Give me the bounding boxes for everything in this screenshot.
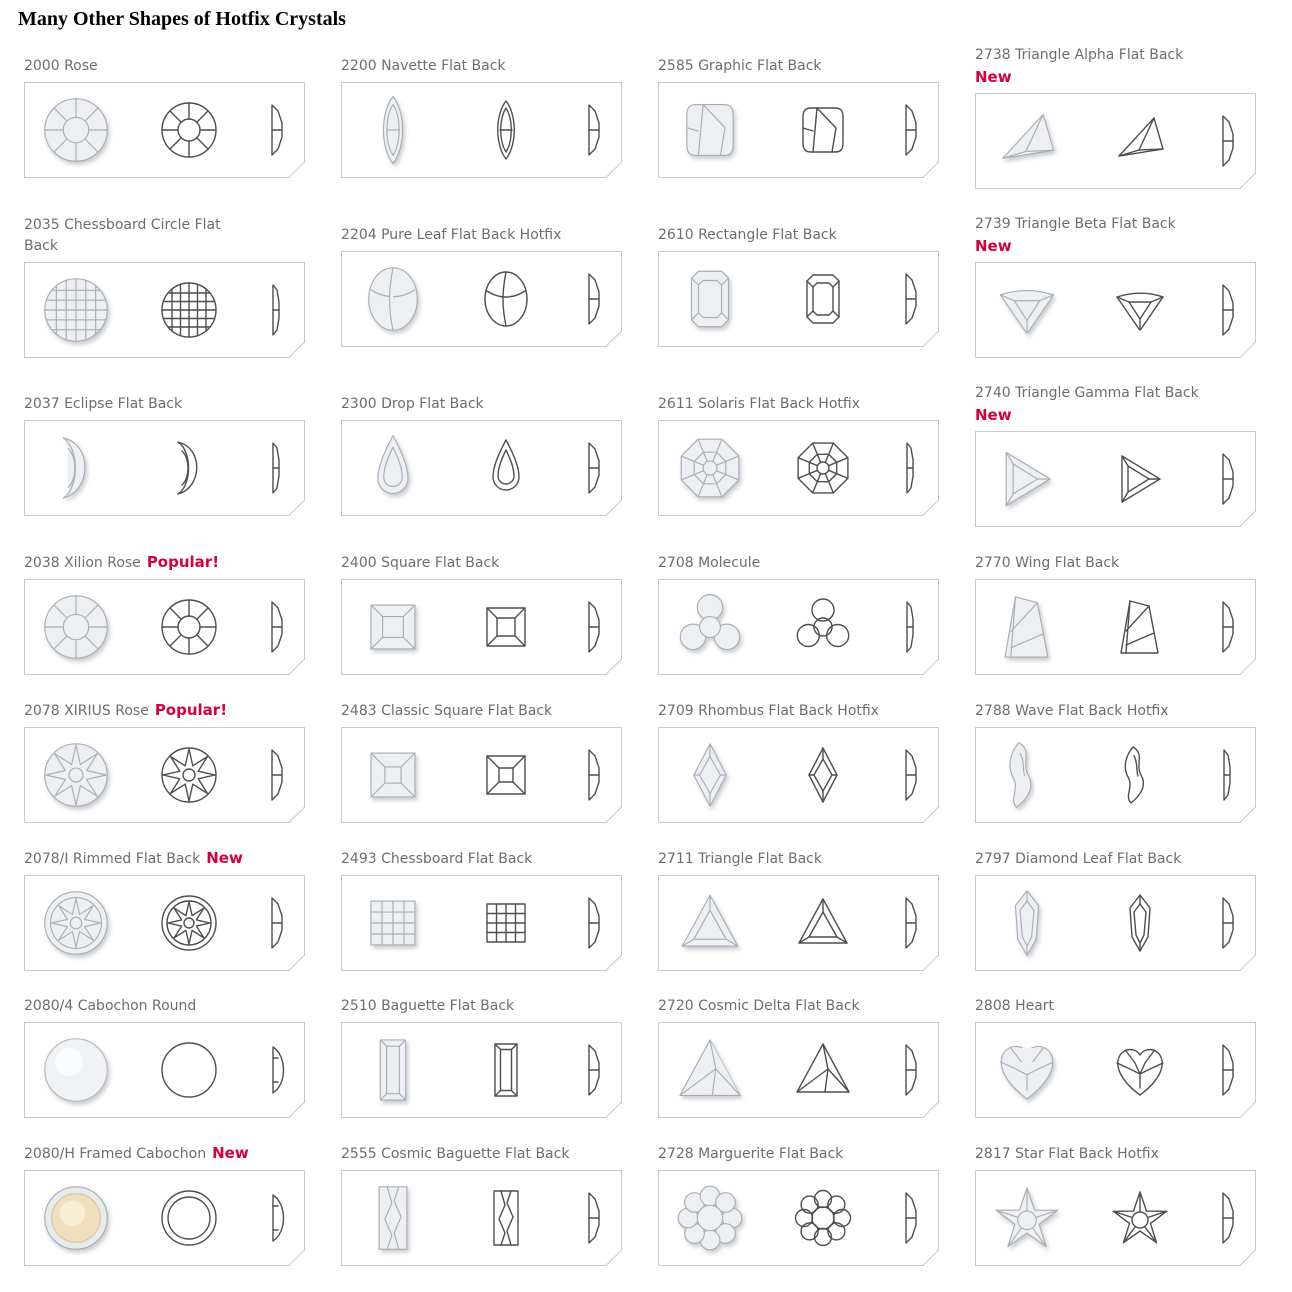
crystal-side-view-icon bbox=[1215, 595, 1241, 659]
crystal-photo-square-icon bbox=[356, 590, 430, 664]
crystal-label bbox=[341, 225, 594, 246]
crystal-images-box bbox=[658, 420, 939, 516]
crystal-images-box bbox=[24, 1022, 305, 1118]
crystal-card[interactable] bbox=[24, 56, 277, 178]
crystal-side-view-icon bbox=[1215, 1186, 1241, 1250]
crystal-photo-molecule-icon bbox=[673, 590, 747, 664]
crystal-label-text: 2711 Triangle Flat Back bbox=[658, 850, 822, 867]
crystal-photo-cosmic-delta-icon bbox=[673, 1033, 747, 1107]
crystal-card[interactable] bbox=[975, 45, 1228, 189]
crystal-top-view-heart-icon bbox=[1108, 1038, 1172, 1102]
crystal-side-view-icon bbox=[1215, 278, 1241, 342]
crystal-images-box bbox=[975, 262, 1256, 358]
crystal-card[interactable] bbox=[658, 849, 911, 971]
crystal-photo-navette-icon bbox=[356, 93, 430, 167]
crystal-label bbox=[341, 394, 594, 415]
crystal-photo-triangle-gamma-icon bbox=[990, 442, 1064, 516]
crystal-photo-triangle-alpha-icon bbox=[990, 104, 1064, 178]
crystal-card[interactable] bbox=[24, 700, 277, 823]
crystal-card[interactable] bbox=[341, 553, 594, 675]
crystal-images-box bbox=[24, 1170, 305, 1266]
crystal-photo-solaris-icon bbox=[673, 431, 747, 505]
crystal-card[interactable] bbox=[975, 553, 1228, 675]
crystal-side-view-icon bbox=[898, 743, 924, 807]
crystal-top-view-triangle-alpha-icon bbox=[1108, 109, 1172, 173]
crystal-label bbox=[341, 1144, 594, 1165]
crystal-images-box bbox=[975, 727, 1256, 823]
crystal-photo-baguette-icon bbox=[356, 1033, 430, 1107]
crystal-images-box bbox=[24, 875, 305, 971]
crystal-photo-rose-icon bbox=[39, 93, 113, 167]
crystal-card[interactable] bbox=[341, 225, 594, 347]
crystal-side-view-icon bbox=[264, 1038, 290, 1102]
crystal-side-view-icon bbox=[581, 1186, 607, 1250]
crystal-label-text: 2080/H Framed Cabochon bbox=[24, 1146, 207, 1162]
crystal-top-view-cosmic-baguette-icon bbox=[474, 1186, 538, 1250]
crystal-side-view-icon bbox=[1215, 1038, 1241, 1102]
crystal-label-text: 2817 Star Flat Back Hotfix bbox=[975, 1145, 1159, 1162]
crystal-side-view-icon bbox=[1215, 109, 1241, 173]
crystal-top-view-molecule-icon bbox=[791, 595, 855, 659]
crystal-images-box bbox=[658, 251, 939, 347]
crystal-top-view-rimmed-icon bbox=[157, 891, 221, 955]
crystal-label bbox=[24, 56, 277, 77]
crystal-label-text: 2080/4 Cabochon Round bbox=[24, 998, 197, 1014]
crystal-label bbox=[24, 700, 277, 722]
crystal-photo-pureleaf-icon bbox=[356, 262, 430, 336]
crystal-label-text: 2078 XIRIUS Rose bbox=[24, 703, 149, 719]
crystal-images-box bbox=[975, 1170, 1256, 1266]
crystal-side-view-icon bbox=[581, 1038, 607, 1102]
crystal-top-view-rhombus-icon bbox=[791, 743, 855, 807]
crystal-label bbox=[658, 225, 911, 246]
crystal-photo-diamond-leaf-icon bbox=[990, 886, 1064, 960]
crystal-photo-rimmed-icon bbox=[39, 886, 113, 960]
crystal-images-box bbox=[658, 1022, 939, 1118]
crystal-side-view-icon bbox=[264, 595, 290, 659]
crystal-images-box bbox=[975, 875, 1256, 971]
crystal-label-text: 2739 Triangle Beta Flat Back bbox=[975, 216, 1176, 232]
crystal-side-view-icon bbox=[264, 98, 290, 162]
crystal-label bbox=[658, 1144, 911, 1165]
crystal-label bbox=[658, 849, 911, 870]
crystal-top-view-triangle-icon bbox=[791, 891, 855, 955]
crystal-side-view-icon bbox=[264, 278, 290, 342]
crystal-label-text: 2797 Diamond Leaf Flat Back bbox=[975, 850, 1182, 867]
crystal-side-view-icon bbox=[581, 267, 607, 331]
crystal-label-text: 2709 Rhombus Flat Back Hotfix bbox=[658, 702, 879, 719]
crystal-images-box bbox=[341, 875, 622, 971]
crystal-images-box bbox=[658, 579, 939, 675]
crystal-side-view-icon bbox=[581, 595, 607, 659]
crystal-label bbox=[658, 996, 911, 1017]
crystal-top-view-xirius-icon bbox=[157, 743, 221, 807]
crystal-card[interactable] bbox=[341, 56, 594, 178]
crystal-top-view-baguette-icon bbox=[474, 1038, 538, 1102]
crystal-label bbox=[975, 553, 1228, 574]
new-badge: New bbox=[975, 237, 1012, 255]
crystal-label bbox=[341, 849, 594, 870]
crystal-label bbox=[341, 553, 594, 574]
crystal-side-view-icon bbox=[898, 436, 924, 500]
new-badge: New bbox=[975, 406, 1012, 424]
crystal-card[interactable] bbox=[975, 1144, 1228, 1266]
crystal-top-view-marguerite-icon bbox=[791, 1186, 855, 1250]
crystal-label-text: 2035 Chessboard Circle Flat Back bbox=[24, 216, 221, 254]
crystal-label bbox=[24, 394, 277, 415]
crystal-top-view-navette-icon bbox=[474, 98, 538, 162]
crystal-label bbox=[658, 394, 911, 415]
crystal-side-view-icon bbox=[581, 743, 607, 807]
crystal-label-text: 2740 Triangle Gamma Flat Back bbox=[975, 385, 1199, 401]
crystal-label-text: 2708 Molecule bbox=[658, 554, 761, 571]
crystal-top-view-framed-cabochon-icon bbox=[157, 1186, 221, 1250]
crystal-label bbox=[658, 701, 911, 722]
crystal-card[interactable] bbox=[658, 1144, 911, 1266]
crystal-label bbox=[658, 553, 911, 574]
crystal-card[interactable] bbox=[341, 394, 594, 516]
crystal-top-view-chessboard-circle-icon bbox=[157, 278, 221, 342]
crystal-card[interactable] bbox=[24, 215, 277, 358]
crystal-side-view-icon bbox=[898, 267, 924, 331]
crystal-label-text: 2493 Chessboard Flat Back bbox=[341, 850, 533, 867]
crystal-photo-cosmic-baguette-icon bbox=[356, 1181, 430, 1255]
crystal-card[interactable] bbox=[975, 701, 1228, 823]
crystal-label bbox=[975, 849, 1228, 870]
crystal-top-view-rose-icon bbox=[157, 595, 221, 659]
crystal-top-view-pureleaf-icon bbox=[474, 267, 538, 331]
popular-badge: Popular! bbox=[146, 553, 220, 571]
popular-badge: Popular! bbox=[154, 701, 228, 719]
crystal-photo-classic-square-icon bbox=[356, 738, 430, 812]
crystal-card[interactable] bbox=[341, 996, 594, 1118]
crystal-photo-wave-icon bbox=[990, 738, 1064, 812]
crystal-label bbox=[658, 56, 911, 77]
crystal-label-text: 2483 Classic Square Flat Back bbox=[341, 702, 553, 719]
crystal-card[interactable] bbox=[975, 996, 1228, 1118]
crystal-side-view-icon bbox=[898, 1186, 924, 1250]
crystal-images-box bbox=[658, 1170, 939, 1266]
crystal-side-view-icon bbox=[898, 595, 924, 659]
crystal-side-view-icon bbox=[1215, 447, 1241, 511]
crystal-top-view-rectangle-icon bbox=[791, 267, 855, 331]
new-badge: New bbox=[975, 68, 1012, 86]
crystal-top-view-triangle-gamma-icon bbox=[1108, 447, 1172, 511]
crystal-label-text: 2300 Drop Flat Back bbox=[341, 396, 484, 412]
crystal-images-box bbox=[341, 1022, 622, 1118]
crystal-side-view-icon bbox=[1215, 891, 1241, 955]
crystal-photo-rectangle-icon bbox=[673, 262, 747, 336]
crystal-card[interactable] bbox=[341, 1144, 594, 1266]
crystal-images-box bbox=[341, 420, 622, 516]
page-title: Many Other Shapes of Hotfix Crystals bbox=[18, 8, 346, 30]
crystal-photo-heart-icon bbox=[990, 1033, 1064, 1107]
crystal-card[interactable] bbox=[658, 996, 911, 1118]
crystal-card[interactable] bbox=[24, 996, 277, 1118]
crystal-top-view-diamond-leaf-icon bbox=[1108, 891, 1172, 955]
crystal-label bbox=[24, 552, 277, 574]
crystal-label-text: 2204 Pure Leaf Flat Back Hotfix bbox=[341, 227, 562, 243]
crystal-label-text: 2720 Cosmic Delta Flat Back bbox=[658, 998, 860, 1014]
crystal-card[interactable] bbox=[658, 56, 911, 178]
crystal-top-view-rose-icon bbox=[157, 98, 221, 162]
crystal-label-text: 2611 Solaris Flat Back Hotfix bbox=[658, 396, 860, 412]
crystal-label bbox=[975, 996, 1228, 1017]
crystal-card[interactable] bbox=[658, 225, 911, 347]
crystal-label-text: 2078/I Rimmed Flat Back bbox=[24, 851, 201, 867]
crystal-label-text: 2738 Triangle Alpha Flat Back bbox=[975, 47, 1184, 63]
crystal-top-view-eclipse-icon bbox=[157, 436, 221, 500]
crystal-side-view-icon bbox=[898, 1038, 924, 1102]
crystal-card[interactable] bbox=[341, 849, 594, 971]
crystal-images-box bbox=[24, 262, 305, 358]
crystal-side-view-icon bbox=[898, 891, 924, 955]
crystal-label bbox=[24, 215, 238, 257]
crystal-top-view-drop-icon bbox=[474, 436, 538, 500]
crystal-label bbox=[341, 996, 594, 1017]
crystal-side-view-icon bbox=[264, 436, 290, 500]
crystal-photo-rose-icon bbox=[39, 590, 113, 664]
crystal-card[interactable] bbox=[658, 553, 911, 675]
new-badge: New bbox=[212, 1144, 249, 1162]
crystal-label bbox=[24, 1143, 277, 1165]
crystal-label bbox=[975, 214, 1228, 257]
crystal-photo-wing-icon bbox=[990, 590, 1064, 664]
crystal-label bbox=[975, 701, 1228, 722]
crystal-photo-triangle-beta-icon bbox=[990, 273, 1064, 347]
crystal-label-text: 2585 Graphic Flat Back bbox=[658, 58, 822, 74]
crystal-card[interactable] bbox=[975, 214, 1228, 358]
crystal-label bbox=[975, 383, 1228, 426]
crystal-label-text: 2000 Rose bbox=[24, 58, 98, 74]
crystal-images-box bbox=[341, 82, 622, 178]
crystal-card[interactable] bbox=[658, 394, 911, 516]
crystal-label-text: 2555 Cosmic Baguette Flat Back bbox=[341, 1145, 570, 1162]
crystal-photo-rhombus-icon bbox=[673, 738, 747, 812]
crystal-card[interactable] bbox=[975, 849, 1228, 971]
crystal-top-view-cosmic-delta-icon bbox=[791, 1038, 855, 1102]
crystal-label-text: 2200 Navette Flat Back bbox=[341, 58, 506, 74]
crystal-top-view-triangle-beta-icon bbox=[1108, 278, 1172, 342]
crystal-images-box bbox=[658, 82, 939, 178]
crystal-label bbox=[341, 56, 594, 77]
crystal-top-view-chessboard-square-icon bbox=[474, 891, 538, 955]
crystal-label bbox=[24, 848, 277, 870]
crystal-card[interactable] bbox=[24, 1143, 277, 1266]
crystal-card[interactable] bbox=[24, 848, 277, 971]
crystal-photo-chessboard-circle-icon bbox=[39, 273, 113, 347]
crystal-side-view-icon bbox=[264, 1186, 290, 1250]
crystal-images-box bbox=[341, 579, 622, 675]
crystal-side-view-icon bbox=[581, 436, 607, 500]
crystal-top-view-square-icon bbox=[474, 595, 538, 659]
crystal-side-view-icon bbox=[581, 98, 607, 162]
crystal-card[interactable] bbox=[341, 701, 594, 823]
crystal-label bbox=[341, 701, 594, 722]
crystal-label-text: 2610 Rectangle Flat Back bbox=[658, 227, 837, 243]
crystal-photo-framed-cabochon-icon bbox=[39, 1181, 113, 1255]
crystal-images-box bbox=[341, 727, 622, 823]
crystal-photo-cabochon-icon bbox=[39, 1033, 113, 1107]
crystal-images-box bbox=[341, 1170, 622, 1266]
crystal-side-view-icon bbox=[264, 891, 290, 955]
crystal-card[interactable] bbox=[658, 701, 911, 823]
crystal-side-view-icon bbox=[1215, 743, 1241, 807]
crystal-label-text: 2788 Wave Flat Back Hotfix bbox=[975, 702, 1169, 719]
crystal-side-view-icon bbox=[264, 743, 290, 807]
crystal-top-view-cabochon-icon bbox=[157, 1038, 221, 1102]
crystal-card[interactable] bbox=[24, 394, 277, 516]
crystal-card[interactable] bbox=[975, 383, 1228, 527]
crystal-images-box bbox=[341, 251, 622, 347]
crystal-side-view-icon bbox=[898, 98, 924, 162]
crystal-photo-star-icon bbox=[990, 1181, 1064, 1255]
crystal-images-box bbox=[24, 727, 305, 823]
crystal-top-view-wing-icon bbox=[1108, 595, 1172, 659]
crystal-label-text: 2728 Marguerite Flat Back bbox=[658, 1145, 844, 1162]
crystal-label-text: 2770 Wing Flat Back bbox=[975, 554, 1120, 571]
crystal-photo-graphic-icon bbox=[673, 93, 747, 167]
crystal-photo-xirius-icon bbox=[39, 738, 113, 812]
crystal-images-box bbox=[975, 431, 1256, 527]
crystal-label-text: 2808 Heart bbox=[975, 998, 1055, 1014]
crystal-images-box bbox=[24, 579, 305, 675]
crystal-photo-chessboard-square-icon bbox=[356, 886, 430, 960]
new-badge: New bbox=[206, 849, 243, 867]
crystal-label-text: 2400 Square Flat Back bbox=[341, 554, 500, 571]
crystal-side-view-icon bbox=[581, 891, 607, 955]
crystal-images-box bbox=[975, 93, 1256, 189]
crystal-top-view-solaris-icon bbox=[791, 436, 855, 500]
crystal-label-text: 2038 Xilion Rose bbox=[24, 555, 141, 571]
crystal-top-view-star-icon bbox=[1108, 1186, 1172, 1250]
crystal-images-box bbox=[975, 1022, 1256, 1118]
crystal-label bbox=[24, 996, 277, 1017]
crystal-images-box bbox=[975, 579, 1256, 675]
crystal-label-text: 2510 Baguette Flat Back bbox=[341, 998, 515, 1014]
crystal-label bbox=[975, 45, 1228, 88]
crystal-photo-eclipse-icon bbox=[39, 431, 113, 505]
crystal-images-box bbox=[24, 82, 305, 178]
crystal-top-view-classic-square-icon bbox=[474, 743, 538, 807]
crystal-card[interactable] bbox=[24, 552, 277, 675]
crystal-top-view-graphic-icon bbox=[791, 98, 855, 162]
crystal-images-box bbox=[658, 875, 939, 971]
crystal-label-text: 2037 Eclipse Flat Back bbox=[24, 396, 183, 412]
crystal-images-box bbox=[658, 727, 939, 823]
crystal-photo-marguerite-icon bbox=[673, 1181, 747, 1255]
crystal-label bbox=[975, 1144, 1228, 1165]
crystal-photo-drop-icon bbox=[356, 431, 430, 505]
crystal-top-view-wave-icon bbox=[1108, 743, 1172, 807]
crystal-images-box bbox=[24, 420, 305, 516]
crystal-grid bbox=[0, 45, 1292, 1266]
crystal-photo-triangle-icon bbox=[673, 886, 747, 960]
